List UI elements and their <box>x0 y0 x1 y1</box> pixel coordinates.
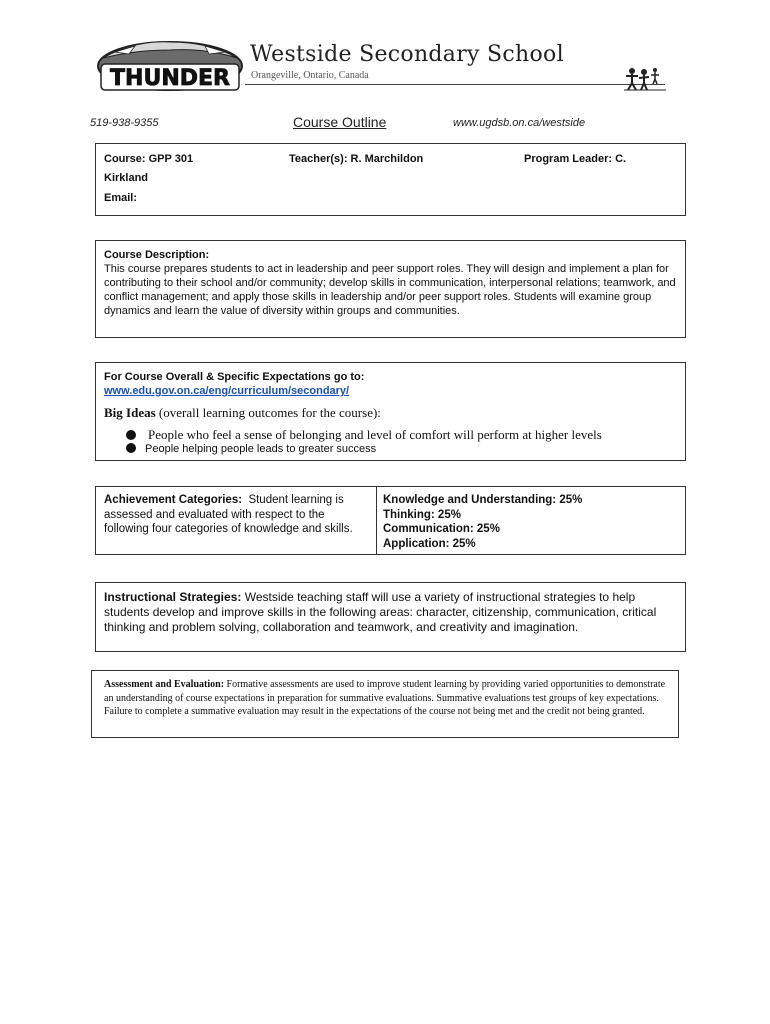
expectations-box <box>95 362 686 461</box>
course-code: Course: GPP 301 <box>104 153 194 165</box>
expectations-heading: For Course Overall & Specific Expectations go to: <box>104 371 365 383</box>
big-idea-item <box>126 427 602 442</box>
assessment-box <box>91 670 679 738</box>
school-website: www.ugdsb.on.ca/westside <box>453 117 586 129</box>
bullet-icon <box>126 443 136 453</box>
email-label: Email: <box>104 192 138 204</box>
svg-text:THUNDER: THUNDER <box>110 66 230 91</box>
instructional-text: Westside teaching staff will use a variety of instructional strategies to help students develop and improve skills in the following areas: character, citizenship, communication, critical thinking and problem solving, collaboration and teamwork, and creativity and imagination. <box>104 590 657 634</box>
big-idea-text: People who feel a sense of belonging and level of comfort will perform at higher levels <box>148 427 602 442</box>
achievement-description <box>96 487 377 554</box>
assessment-text: Formative assessments are used to improve student learning by providing varied opportunities to demonstrate an understanding of course expectations in preparation for summative evaluations. Summative evaluations test groups of key expectations. Failure to complete a summative evaluation may result in the expectations of the course not being met and the credit not being granted. <box>104 679 666 717</box>
achievement-weights <box>377 487 685 554</box>
course-description-box <box>95 240 686 338</box>
course-description-text: This course prepares students to act in leadership and peer support roles. They will design and implement a plan for contributing to their school and/or community; develop skills in communication, interpersonal relations; teamwork, and conflict management; and apply those skills in leadership and/or peer support roles. Students will examine group dynamics and learn the value of diversity within groups and communities. <box>104 263 676 317</box>
page-title: Course Outline <box>293 114 387 130</box>
students-icon <box>618 66 668 92</box>
big-ideas-line <box>104 405 677 420</box>
school-name: Westside Secondary School <box>250 42 564 67</box>
course-info-box <box>95 143 686 216</box>
course-description-heading: Course Description: <box>104 249 210 261</box>
bullet-icon <box>126 430 136 440</box>
header-rule <box>245 84 665 85</box>
achievement-heading: Achievement Categories: <box>104 494 243 506</box>
curriculum-link[interactable]: www.edu.gov.on.ca/eng/curriculum/secondary/ <box>104 385 350 397</box>
big-idea-text: People helping people leads to greater success <box>145 443 377 455</box>
assessment-heading: Assessment and Evaluation: <box>104 679 225 690</box>
big-idea-item <box>126 442 376 456</box>
instructional-strategies-box <box>95 582 686 652</box>
category-application: Application: 25% <box>383 537 476 550</box>
category-thinking: Thinking: 25% <box>383 508 461 521</box>
instructional-heading: Instructional Strategies: <box>104 590 242 604</box>
program-leader-continued: Kirkland <box>104 172 149 184</box>
category-knowledge: Knowledge and Understanding: 25% <box>383 494 583 506</box>
teacher-name: Teacher(s): R. Marchildon <box>289 153 424 165</box>
school-location: Orangeville, Ontario, Canada <box>251 70 369 81</box>
program-leader: Program Leader: C. <box>524 153 627 165</box>
school-phone: 519-938-9355 <box>90 117 159 129</box>
achievement-text: Student learning is assessed and evaluated with respect to the following four categories of knowledge and skills. <box>104 494 353 535</box>
big-ideas-note: (overall learning outcomes for the course): <box>155 405 381 420</box>
achievement-box <box>95 486 686 555</box>
thunder-logo <box>95 38 245 100</box>
big-ideas-label: Big Ideas <box>104 405 156 420</box>
category-communication: Communication: 25% <box>383 523 500 535</box>
